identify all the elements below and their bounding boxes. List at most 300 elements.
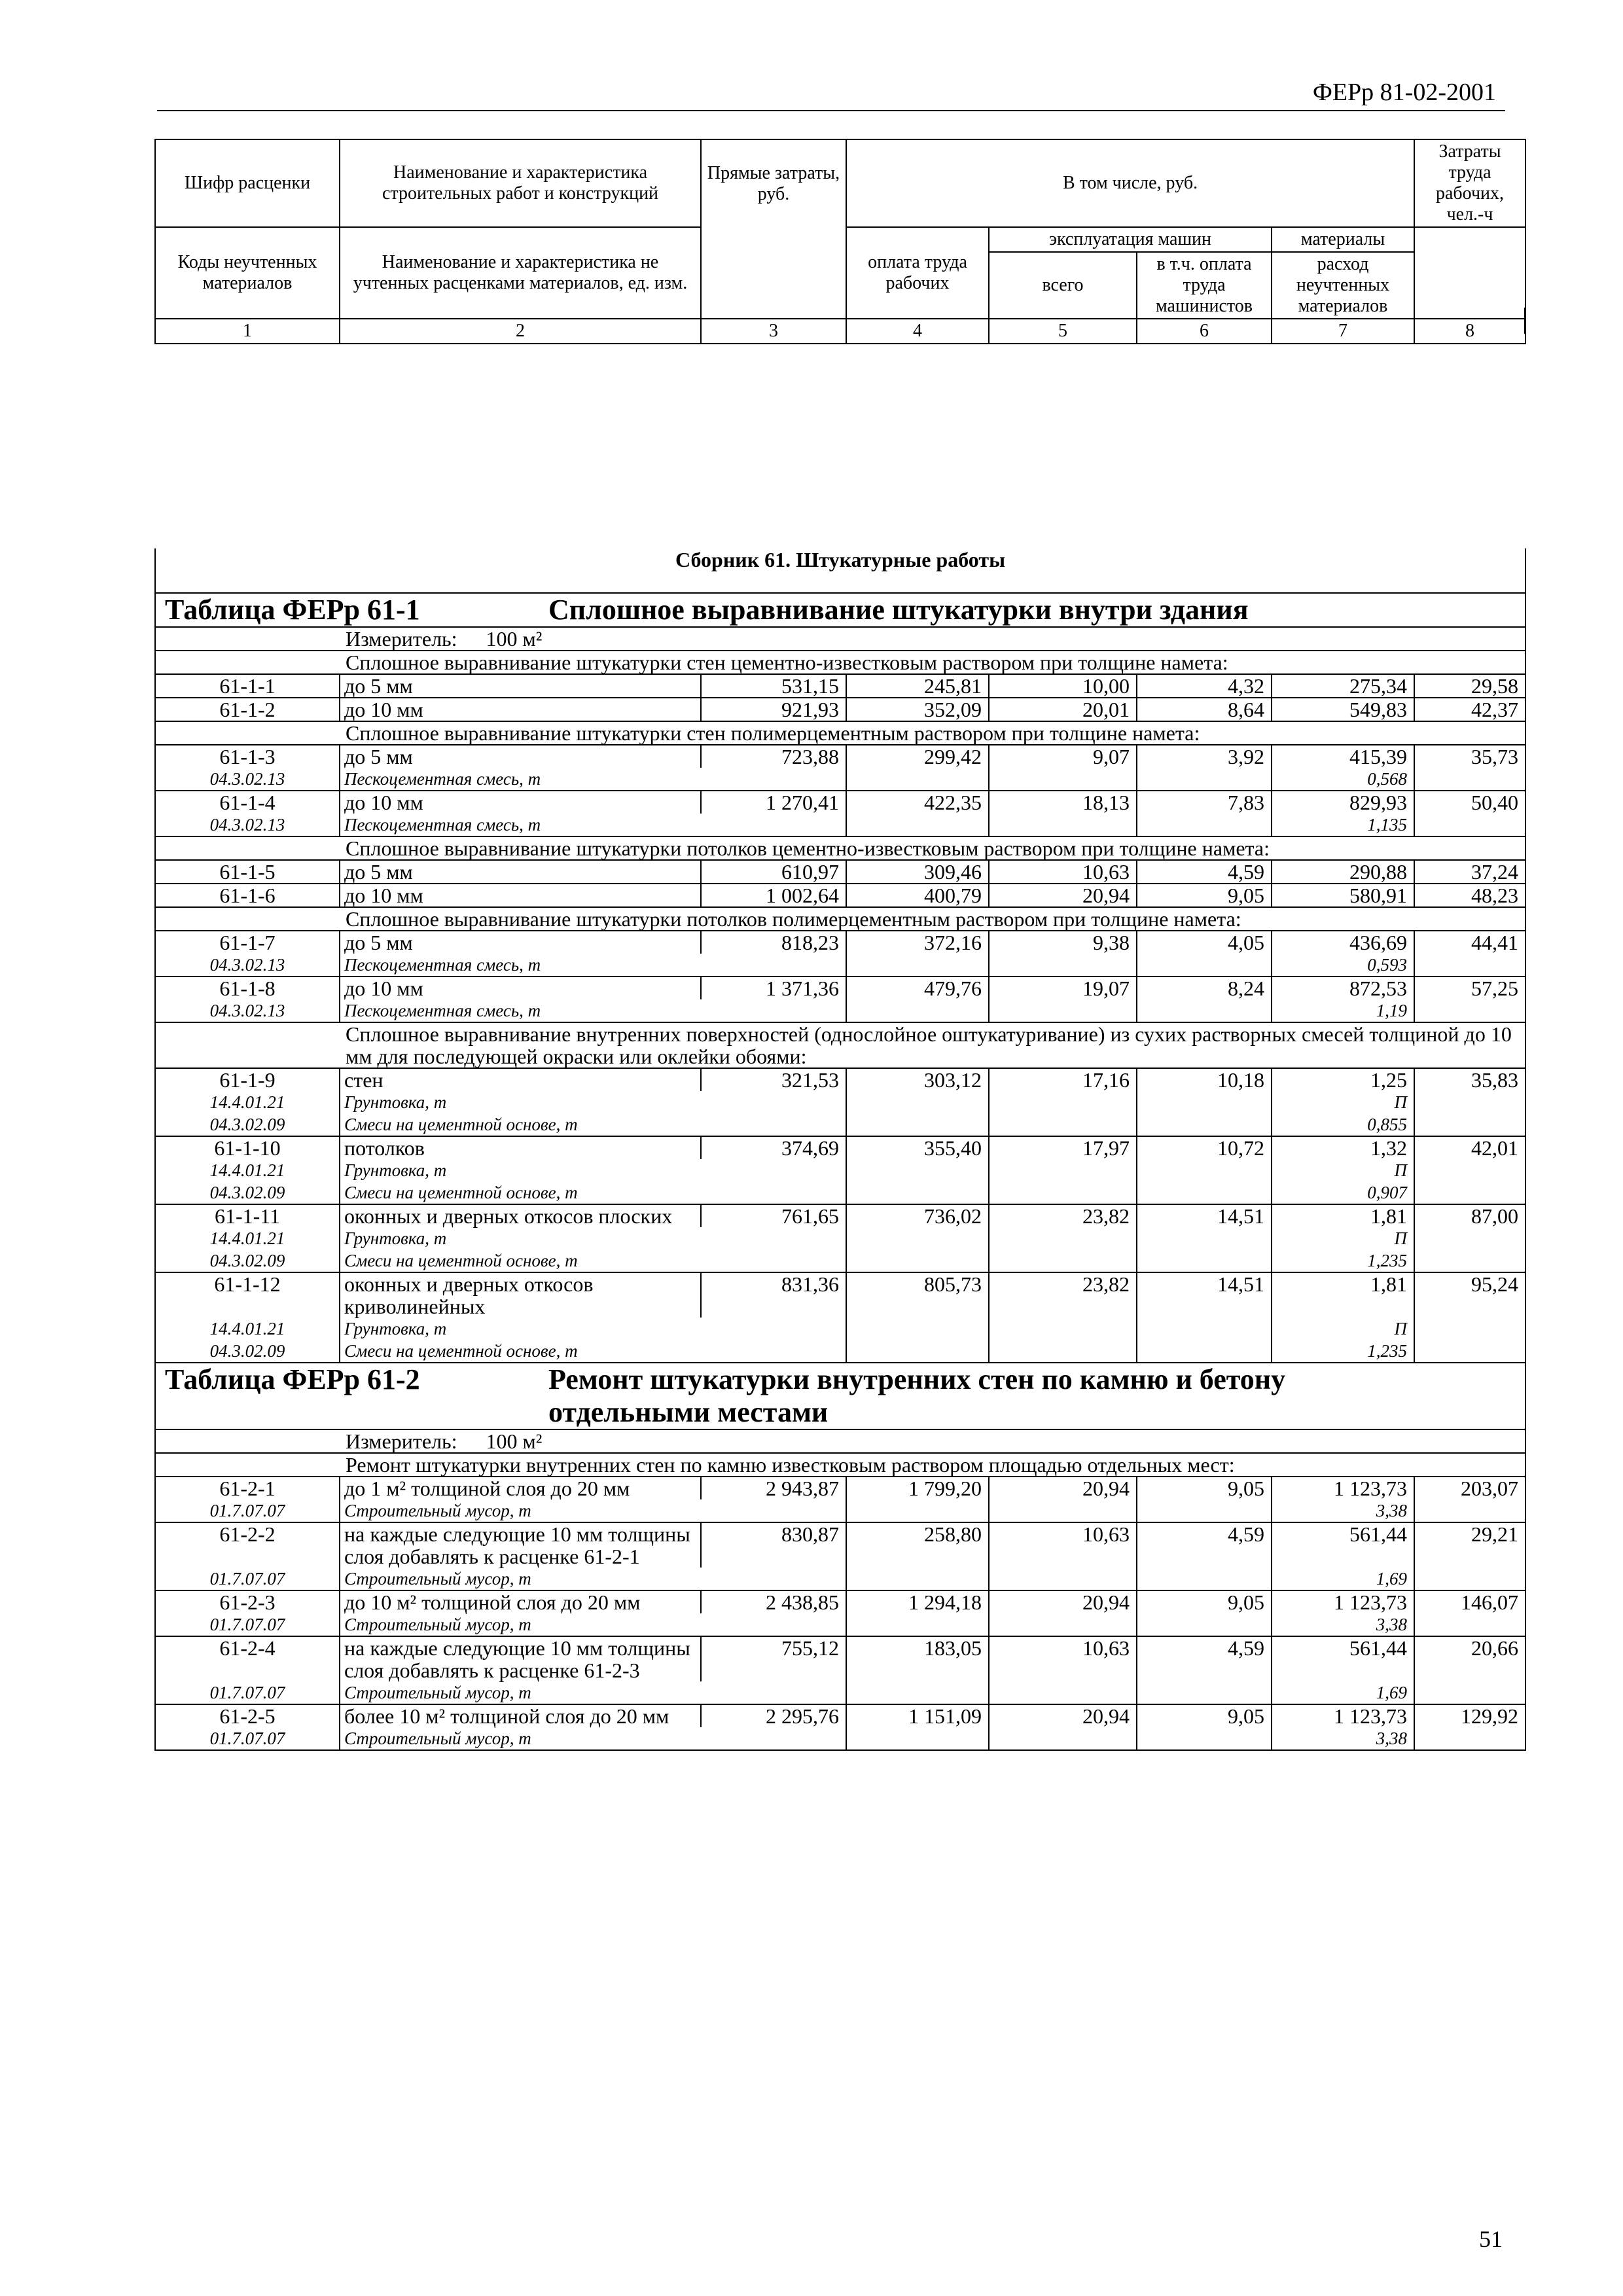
table-row [155,745,1525,768]
material-row [155,1613,1525,1636]
empty-cell [989,1159,1137,1181]
empty-cell [1414,1113,1525,1136]
value-c3: 1 371,36 [701,977,846,999]
hdr-materials-use: расход неучтенных материалов [1272,252,1414,319]
table-row [155,698,1525,721]
material-value: 1,19 [1272,999,1414,1022]
value-c7: 561,44 [1272,1522,1414,1568]
value-c8: 35,83 [1414,1068,1525,1091]
value-c5: 23,82 [989,1204,1137,1227]
empty-cell [846,1181,989,1204]
empty-cell [989,1340,1137,1363]
value-c3: 1 270,41 [701,791,846,814]
material-row [155,1568,1525,1590]
material-value: 3,38 [1272,1499,1414,1522]
material-code: 14.4.01.21 [155,1159,340,1181]
material-value: П [1272,1091,1414,1113]
material-value: 1,135 [1272,814,1414,836]
rate-code: 61-1-2 [155,698,340,721]
empty-cell [846,1568,989,1590]
value-c3: 2 943,87 [701,1477,846,1499]
material-row [155,1727,1525,1750]
empty-cell [846,1159,989,1181]
meter-label: Измеритель: [346,1429,457,1453]
empty-cell [989,1681,1137,1704]
table-row [155,860,1525,884]
value-c5: 10,00 [989,674,1137,698]
col-num: 1 [155,319,340,344]
empty-cell [1414,814,1525,836]
value-c8: 203,07 [1414,1477,1525,1499]
empty-cell [989,1568,1137,1590]
empty-cell [1414,1318,1525,1340]
empty-cell [1137,814,1272,836]
empty-cell [1137,1727,1272,1750]
material-name: Смеси на цементной основе, т [340,1340,846,1363]
empty-cell [846,1249,989,1272]
material-value: 1,235 [1272,1340,1414,1363]
empty-cell [1137,1340,1272,1363]
value-c6: 4,05 [1137,931,1272,954]
col-num: 7 [1272,319,1414,344]
value-c5: 20,94 [989,1590,1137,1613]
meter [155,1429,1525,1453]
value-c7: 1,25 [1272,1068,1414,1091]
value-c3: 374,69 [701,1136,846,1159]
value-c6: 4,32 [1137,674,1272,698]
table-label: Таблица ФЕРр 61-2 [165,1363,420,1395]
meter-value: 100 м² [486,627,543,651]
work-name: до 10 мм [340,977,701,999]
table-row [155,1704,1525,1727]
hdr-machinists: в т.ч. оплата труда машинистов [1137,252,1272,319]
empty-cell [1137,1568,1272,1590]
value-c7: 436,69 [1272,931,1414,954]
group-caption: Ремонт штукатурки внутренних стен по камню известковым раствором площадью отдельных мест: [155,1453,1525,1477]
group-caption: Сплошное выравнивание штукатурки стен полимерцементным раствором при толщине намета: [155,721,1525,745]
rate-code: 61-2-3 [155,1590,340,1613]
col-num: 5 [989,319,1137,344]
work-name: потолков [340,1136,701,1159]
group-caption: Сплошное выравнивание штукатурки стен цементно-известковым раствором при толщине намета: [155,651,1525,674]
empty-cell [846,999,989,1022]
value-c3: 531,15 [701,674,846,698]
material-name: Смеси на цементной основе, т [340,1113,846,1136]
rate-code: 61-1-3 [155,745,340,768]
material-name: Смеси на цементной основе, т [340,1181,846,1204]
empty-cell [1137,954,1272,977]
table-row [155,1068,1525,1091]
value-c6: 9,05 [1137,884,1272,907]
section-title: Сборник 61. Штукатурные работы [155,548,1525,593]
empty-cell [846,1727,989,1750]
meter-label: Измеритель: [346,627,457,651]
empty-cell [989,999,1137,1022]
table-row [155,1477,1525,1499]
value-c4: 245,81 [846,674,989,698]
empty-cell [989,1318,1137,1340]
table-row [155,1590,1525,1613]
empty-cell [1414,1181,1525,1204]
value-c6: 9,05 [1137,1704,1272,1727]
work-name: до 10 м² толщиной слоя до 20 мм [340,1590,701,1613]
doc-code: ФЕРр 81-02-2001 [1312,79,1496,106]
empty-cell [1137,768,1272,791]
empty-cell [846,1613,989,1636]
table-title [155,593,1525,627]
material-row [155,1227,1525,1249]
value-c8: 146,07 [1414,1590,1525,1613]
empty-cell [846,1340,989,1363]
hdr-materials: материалы [1272,227,1414,252]
empty-cell [989,1113,1137,1136]
material-row [155,999,1525,1022]
value-c5: 9,38 [989,931,1137,954]
material-code: 14.4.01.21 [155,1318,340,1340]
table-row [155,931,1525,954]
value-c6: 8,64 [1137,698,1272,721]
rate-code: 61-1-6 [155,884,340,907]
value-c6: 10,18 [1137,1068,1272,1091]
empty-cell [1414,999,1525,1022]
value-c4: 352,09 [846,698,989,721]
value-c6: 7,83 [1137,791,1272,814]
col-num: 3 [701,319,846,344]
value-c7: 829,93 [1272,791,1414,814]
empty-cell [1137,1613,1272,1636]
rate-code: 61-2-1 [155,1477,340,1499]
value-c7: 872,53 [1272,977,1414,999]
meter [155,627,1525,651]
value-c7: 275,34 [1272,674,1414,698]
material-value: 3,38 [1272,1613,1414,1636]
empty-cell [989,814,1137,836]
rate-code: 61-2-5 [155,1704,340,1727]
material-code: 14.4.01.21 [155,1091,340,1113]
rate-code: 61-1-7 [155,931,340,954]
empty-cell [1414,1227,1525,1249]
material-row [155,1113,1525,1136]
empty-cell [1414,1681,1525,1704]
value-c8: 42,01 [1414,1136,1525,1159]
running-header [157,77,1505,111]
value-c3: 2 295,76 [701,1704,846,1727]
work-name: более 10 м² толщиной слоя до 20 мм [340,1704,701,1727]
value-c4: 309,46 [846,860,989,884]
empty-cell [846,1113,989,1136]
hdr-labor-pay: оплата труда рабочих [846,227,989,319]
value-c6: 14,51 [1137,1272,1272,1318]
rate-code: 61-1-4 [155,791,340,814]
value-c4: 183,05 [846,1636,989,1681]
material-name: Пескоцементная смесь, т [340,954,846,977]
value-c3: 761,65 [701,1204,846,1227]
empty-cell [846,1499,989,1522]
value-c4: 805,73 [846,1272,989,1318]
material-code: 04.3.02.13 [155,768,340,791]
material-code: 04.3.02.09 [155,1249,340,1272]
material-value: 0,855 [1272,1113,1414,1136]
header-rule [1524,308,1525,334]
empty-cell [1137,1091,1272,1113]
value-c4: 736,02 [846,1204,989,1227]
value-c4: 1 294,18 [846,1590,989,1613]
material-name: Строительный мусор, т [340,1681,846,1704]
empty-cell [1137,1681,1272,1704]
value-c3: 818,23 [701,931,846,954]
empty-cell [1137,1227,1272,1249]
empty-cell [846,814,989,836]
value-c8: 44,41 [1414,931,1525,954]
value-c4: 400,79 [846,884,989,907]
material-code: 01.7.07.07 [155,1499,340,1522]
value-c3: 921,93 [701,698,846,721]
work-name: до 5 мм [340,674,701,698]
value-c5: 20,94 [989,1704,1137,1727]
value-c3: 2 438,85 [701,1590,846,1613]
value-c7: 1,32 [1272,1136,1414,1159]
material-row [155,1499,1525,1522]
empty-cell [1414,1499,1525,1522]
material-row [155,1681,1525,1704]
value-c4: 422,35 [846,791,989,814]
table-row [155,1136,1525,1159]
value-c6: 4,59 [1137,860,1272,884]
empty-cell [846,954,989,977]
material-name: Грунтовка, т [340,1318,846,1340]
empty-cell [989,1613,1137,1636]
empty-cell [1414,1568,1525,1590]
material-value: 0,907 [1272,1181,1414,1204]
value-c5: 19,07 [989,977,1137,999]
material-code: 04.3.02.13 [155,999,340,1022]
value-c5: 18,13 [989,791,1137,814]
value-c7: 580,91 [1272,884,1414,907]
empty-cell [1137,1159,1272,1181]
value-c4: 479,76 [846,977,989,999]
material-row [155,1318,1525,1340]
work-name: до 5 мм [340,931,701,954]
material-row [155,768,1525,791]
material-name: Пескоцементная смесь, т [340,999,846,1022]
material-value: 0,593 [1272,954,1414,977]
group-caption: Сплошное выравнивание внутренних поверхностей (однослойное оштукатуривание) из сухих растворных смесей толщиной до 10 мм для последующей окраски или оклейки обоями: [155,1022,1525,1068]
material-name: Грунтовка, т [340,1227,846,1249]
table-row [155,884,1525,907]
table-row [155,1272,1525,1318]
rate-code: 61-2-4 [155,1636,340,1681]
table-name: Сплошное выравнивание штукатурки внутри здания [548,594,1249,626]
table-title [155,1363,1525,1429]
value-c5: 10,63 [989,1636,1137,1681]
value-c8: 95,24 [1414,1272,1525,1318]
empty-cell [1414,1613,1525,1636]
hdr-machines: эксплуатация машин [989,227,1272,252]
empty-cell [1414,1159,1525,1181]
material-row [155,814,1525,836]
empty-cell [1137,1499,1272,1522]
value-c7: 415,39 [1272,745,1414,768]
value-c8: 20,66 [1414,1636,1525,1681]
value-c6: 4,59 [1137,1522,1272,1568]
material-code: 01.7.07.07 [155,1681,340,1704]
work-name: до 5 мм [340,745,701,768]
value-c4: 372,16 [846,931,989,954]
value-c3: 831,36 [701,1272,846,1318]
value-c8: 87,00 [1414,1204,1525,1227]
material-value: 1,69 [1272,1568,1414,1590]
empty-cell [1414,1727,1525,1750]
work-name: до 10 мм [340,791,701,814]
rate-code: 61-1-10 [155,1136,340,1159]
table-label: Таблица ФЕРр 61-1 [165,594,420,626]
value-c5: 20,94 [989,884,1137,907]
empty-cell [989,1727,1137,1750]
empty-cell [846,1227,989,1249]
material-name: Строительный мусор, т [340,1613,846,1636]
rate-code: 61-1-8 [155,977,340,999]
material-value: П [1272,1227,1414,1249]
empty-cell [846,1681,989,1704]
col-num: 8 [1414,319,1525,344]
value-c7: 561,44 [1272,1636,1414,1681]
empty-cell [1414,768,1525,791]
empty-cell [989,954,1137,977]
material-value: П [1272,1159,1414,1181]
material-row [155,1091,1525,1113]
value-c8: 35,73 [1414,745,1525,768]
hdr-labor: Затраты труда рабочих, чел.-ч [1414,139,1525,227]
value-c4: 1 799,20 [846,1477,989,1499]
empty-cell [846,1091,989,1113]
empty-cell [989,1249,1137,1272]
material-code: 01.7.07.07 [155,1613,340,1636]
value-c7: 1,81 [1272,1272,1414,1318]
value-c3: 723,88 [701,745,846,768]
material-value: П [1272,1318,1414,1340]
empty-cell [1137,999,1272,1022]
material-code: 04.3.02.09 [155,1340,340,1363]
work-name: до 10 мм [340,698,701,721]
material-name: Грунтовка, т [340,1091,846,1113]
value-c8: 29,58 [1414,674,1525,698]
value-c5: 20,94 [989,1477,1137,1499]
value-c6: 4,59 [1137,1636,1272,1681]
material-code: 04.3.02.13 [155,954,340,977]
material-name: Строительный мусор, т [340,1568,846,1590]
empty-cell [1414,954,1525,977]
material-code: 04.3.02.13 [155,814,340,836]
group-caption: Сплошное выравнивание штукатурки потолков цементно-известковым раствором при толщине намета: [155,836,1525,860]
material-value: 0,568 [1272,768,1414,791]
material-code: 04.3.02.09 [155,1181,340,1204]
empty-cell [989,1499,1137,1522]
value-c8: 48,23 [1414,884,1525,907]
value-c5: 10,63 [989,1522,1137,1568]
empty-cell [1414,1340,1525,1363]
material-row [155,1181,1525,1204]
rate-code: 61-2-2 [155,1522,340,1568]
empty-cell [1137,1318,1272,1340]
value-c7: 549,83 [1272,698,1414,721]
value-c6: 3,92 [1137,745,1272,768]
material-code: 01.7.07.07 [155,1727,340,1750]
table-row [155,1204,1525,1227]
hdr-machines-total: всего [989,252,1137,319]
work-name: до 1 м² толщиной слоя до 20 мм [340,1477,701,1499]
value-c7: 1 123,73 [1272,1590,1414,1613]
column-header-table [154,139,1526,344]
table-row [155,977,1525,999]
page-number: 51 [1479,2226,1503,2252]
value-c4: 355,40 [846,1136,989,1159]
empty-cell [989,1181,1137,1204]
empty-cell [1137,1249,1272,1272]
empty-cell [989,1227,1137,1249]
value-c8: 57,25 [1414,977,1525,999]
meter-value: 100 м² [486,1429,543,1453]
material-value: 1,235 [1272,1249,1414,1272]
value-c3: 321,53 [701,1068,846,1091]
value-c5: 23,82 [989,1272,1137,1318]
value-c7: 290,88 [1272,860,1414,884]
material-value: 1,69 [1272,1681,1414,1704]
value-c8: 29,21 [1414,1522,1525,1568]
rate-code: 61-1-9 [155,1068,340,1091]
work-name: на каждые следующие 10 мм толщины слоя добавлять к расценке 61-2-3 [340,1636,701,1681]
value-c7: 1 123,73 [1272,1704,1414,1727]
table-row [155,1636,1525,1681]
value-c3: 1 002,64 [701,884,846,907]
hdr-code: Шифр расценки [155,139,340,227]
material-name: Пескоцементная смесь, т [340,814,846,836]
material-row [155,1249,1525,1272]
value-c3: 755,12 [701,1636,846,1681]
material-code: 01.7.07.07 [155,1568,340,1590]
value-c6: 9,05 [1137,1477,1272,1499]
value-c6: 14,51 [1137,1204,1272,1227]
empty-cell [989,768,1137,791]
empty-cell [846,768,989,791]
value-c6: 9,05 [1137,1590,1272,1613]
material-name: Пескоцементная смесь, т [340,768,846,791]
material-row [155,954,1525,977]
value-c5: 9,07 [989,745,1137,768]
value-c3: 830,87 [701,1522,846,1568]
table-row [155,674,1525,698]
empty-cell [989,1091,1137,1113]
rate-code: 61-1-5 [155,860,340,884]
value-c5: 17,16 [989,1068,1137,1091]
empty-cell [1414,1249,1525,1272]
empty-cell [1137,1181,1272,1204]
table-row [155,1522,1525,1568]
work-name: стен [340,1068,701,1091]
material-code: 04.3.02.09 [155,1113,340,1136]
value-c3: 610,97 [701,860,846,884]
value-c4: 303,12 [846,1068,989,1091]
value-c5: 17,97 [989,1136,1137,1159]
table-row [155,791,1525,814]
col-num: 4 [846,319,989,344]
work-name: на каждые следующие 10 мм толщины слоя добавлять к расценке 61-2-1 [340,1522,701,1568]
material-value: 3,38 [1272,1727,1414,1750]
value-c4: 299,42 [846,745,989,768]
work-name: оконных и дверных откосов криволинейных [340,1272,701,1318]
value-c7: 1,81 [1272,1204,1414,1227]
value-c6: 8,24 [1137,977,1272,999]
material-name: Строительный мусор, т [340,1499,846,1522]
